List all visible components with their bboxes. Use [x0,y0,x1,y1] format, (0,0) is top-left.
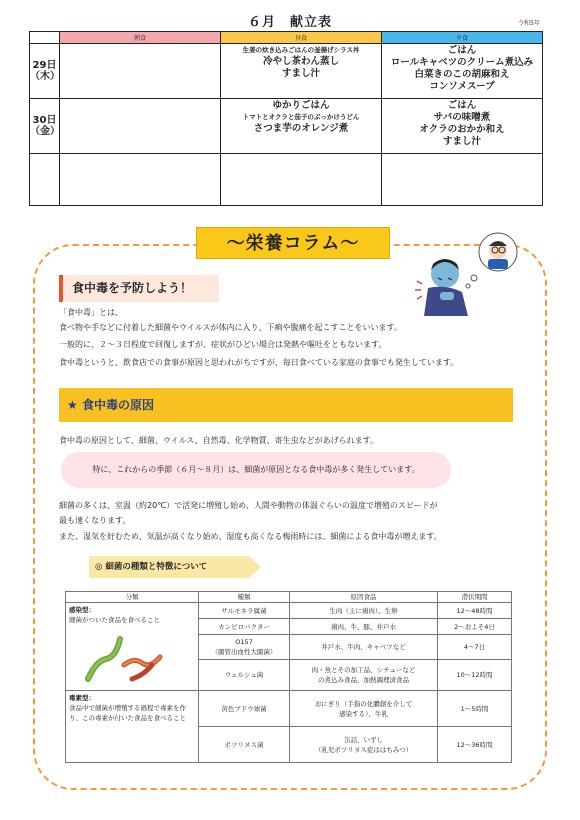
breakfast-cell [60,154,221,206]
table-row [66,603,512,619]
cause-text: 食中毒の原因として、細菌、ウイルス、自然毒、化学物質、寄生虫などがあげられます。 [59,436,378,445]
lunch-cell [221,44,382,99]
menu-row-30 [30,99,543,154]
heading-cause [59,388,513,422]
bacteria-type-name: O157 [235,638,253,646]
lunch-cell [221,154,382,206]
menu-header-lunch: 昼食 [221,32,382,44]
cause-food-line: の煮込み食品、加熱調理済食品 [318,676,409,684]
breakfast-cell [60,99,221,154]
day-cell [30,99,60,154]
group-title: 毒素型： [69,694,95,702]
bacteria-type: サルモネラ属菌 [199,603,290,619]
cause-food-line: 缶詰、いずし [344,735,383,744]
incubation: 12～48時間 [438,603,512,619]
sick-person-illustration [400,232,530,322]
cause-food [290,660,438,691]
intro-line: 「食中毒」とは、 [59,308,123,317]
table-row [66,691,512,727]
menu-header-day [30,32,60,44]
group-title: 感染型： [69,606,95,614]
group-desc: 細菌がついた食品を食べること [69,616,160,624]
menu-item: 生姜の炊き込みごはんの釜揚げシラス丼 [242,46,360,54]
menu-item: トマトとオクラと茄子のぶっかけうどん [242,113,360,121]
dinner-cell [382,44,543,99]
heading-prevent: 食中毒を予防しよう！ [59,275,219,302]
menu-header-breakfast: 朝食 [60,32,221,44]
menu-table [29,31,543,206]
intro-line: 食中毒というと、飲食店での食事が原因と思われがちですが、毎日食べている家庭の食事でも発生しています。 [59,358,459,367]
incubation: 12～36時間 [438,727,512,763]
bacteria-type: カンピロバクター [199,619,290,635]
incubation: 1～5時間 [438,691,512,727]
cause-food: 鶏肉、牛、豚、井戸水 [290,619,438,635]
dinner-cell [382,99,543,154]
day-cell [30,44,60,99]
menu-item: ゆかりごはん [272,100,330,111]
bacteria-header-row [66,592,512,603]
menu-item: ロールキャベツのクリーム煮込み [390,57,534,68]
heading-bacteria-types [89,556,261,578]
cause-food-line: （乳児ボツリヌス症ははちみつ） [314,745,413,754]
body-line: また、湿気を好むため、気温が高くなり始め、湿度も高くなる梅雨時には、細菌による食中毒が増えます。 [59,532,442,541]
group-desc: 食品中で細菌が増殖する過程で毒素を作り、この毒素が付いた食品を食べること [69,704,186,722]
cause-food: 生肉（主に鶏肉）、生卵 [290,603,438,619]
day-weekday: （金） [30,126,60,137]
season-notice: 特に、これからの季節（６月～８月）は、細菌が原因となる食中毒が多く発生しています。 [61,452,451,488]
menu-item: すまし汁 [281,68,320,79]
menu-row-29 [30,44,543,99]
column-title: ～栄養コラム～ [196,227,390,259]
menu-item: 冷やし茶わん蒸し [262,56,339,67]
col-header: 種類 [199,592,290,603]
cause-food-line: 感染する）、牛乳 [339,709,388,718]
body-line: 細菌の多くは、室温（約20℃）で活発に増殖し始め、人間や動物の体温ぐらいの温度で増殖のスピードが [59,501,438,510]
menu-item: さつま芋のオレンジ煮 [253,123,349,134]
menu-item: サバの味噌煮 [433,112,491,123]
col-header: 潜伏期間 [438,592,512,603]
bacteria-illustration [80,635,180,685]
heading-cause-text: 食中毒の原因 [81,398,154,412]
bacteria-type: ウェルシュ菌 [199,660,290,691]
bacteria-type-sub: （腸管出血性大腸菌） [211,648,277,656]
menu-item: ごはん [447,45,477,56]
cause-food-line: 肉・魚とその加工品、シチューなど [311,666,416,674]
intro-line: 食べ物や手などに付着した細菌やウイルスが体内に入り、下痢や腹痛を起こすことをいいます。 [59,323,402,332]
bacteria-type [199,635,290,660]
cause-food [290,727,438,763]
day-cell [30,154,60,206]
body-line: 最も速くなります。 [59,516,131,525]
bacteria-type: ボツリヌス菌 [199,727,290,763]
incubation: 4～7日 [438,635,512,660]
menu-row-empty [30,154,543,206]
incubation: 10～12時間 [438,660,512,691]
era-label: 令和5年 [518,20,540,27]
page-title: ６月 献立表 [247,15,332,30]
col-header: 分類 [66,592,199,603]
menu-item: ごはん [447,100,477,111]
menu-header-row [30,32,543,44]
intro-line: 一般的に、２～３日程度で回復しますが、症状がひどい場合は発熱や嘔吐をともないます。 [59,340,387,349]
dinner-cell [382,154,543,206]
star-icon: ★ [67,398,78,412]
cause-food: 井戸水、牛肉、キャベツなど [290,635,438,660]
bacteria-table [65,591,512,763]
day-date: 30日 [32,115,57,126]
lunch-cell [221,99,382,154]
menu-item: オクラのおかか和え [419,124,505,135]
incubation: 2～およそ4日 [438,619,512,635]
cause-food-line: おにぎり（手指の化膿創を介して [314,699,413,708]
menu-item: すまし汁 [442,136,481,147]
menu-item: 白菜きのこの胡麻和え [414,69,510,80]
menu-header-dinner: 夕食 [382,32,543,44]
group-toxin [66,691,199,763]
cause-food [290,691,438,727]
col-header: 原因食品 [290,592,438,603]
day-weekday: （木） [30,71,60,82]
day-date: 29日 [32,60,57,71]
breakfast-cell [60,44,221,99]
heading-bacteria-types-text: ◎ 細菌の種類と特徴について [95,562,208,572]
bacteria-type: 黄色ブドウ球菌 [199,691,290,727]
group-infection [66,603,199,691]
menu-item: コンソメスープ [429,81,495,92]
